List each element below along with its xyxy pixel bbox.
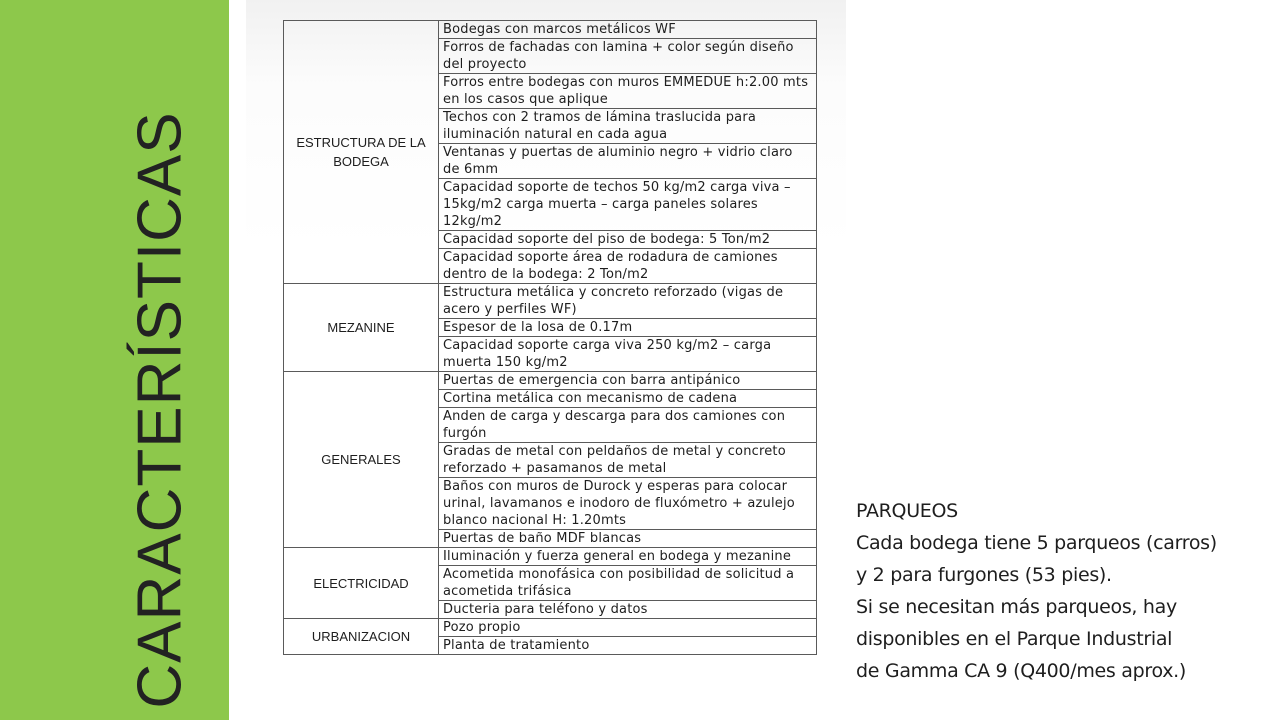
feature-cell: Acometida monofásica con posibilidad de solicitud a acometida trifásica [439,566,817,601]
feature-cell: Gradas de metal con peldaños de metal y concreto reforzado + pasamanos de metal [439,443,817,478]
table-row [284,619,817,637]
table-row [284,21,817,39]
feature-cell: Iluminación y fuerza general en bodega y mezanine [439,548,817,566]
feature-cell: Estructura metálica y concreto reforzado (vigas de acero y perfiles WF) [439,284,817,319]
parking-line: disponibles en el Parque Industrial [856,628,1173,650]
table-row [284,284,817,319]
table-row [284,372,817,390]
category-cell [284,372,439,548]
feature-cell: Anden de carga y descarga para dos camiones con furgón [439,408,817,443]
parking-section [856,495,1266,687]
feature-cell: Puertas de emergencia con barra antipánico [439,372,817,390]
category-label: URBANIZACION [311,629,411,644]
category-label: BODEGA [333,154,389,169]
category-cell [284,548,439,619]
feature-cell: Baños con muros de Durock y esperas para colocar urinal, lavamanos e inodoro de fluxómetro + azulejo blanco nacional H: 1.20mts [439,478,817,530]
category-cell [284,284,439,372]
slide-title: CARACTERÍSTICAS [125,111,195,709]
specifications-table-body [284,21,817,655]
feature-cell: Cortina metálica con mecanismo de cadena [439,390,817,408]
feature-cell: Espesor de la losa de 0.17m [439,319,817,337]
parking-line: Si se necesitan más parqueos, hay [856,596,1177,618]
feature-cell: Capacidad soporte carga viva 250 kg/m2 – carga muerta 150 kg/m2 [439,337,817,372]
parking-heading: PARQUEOS [856,500,958,522]
parking-line: de Gamma CA 9 (Q400/mes aprox.) [856,660,1186,682]
feature-cell: Forros de fachadas con lamina + color según diseño del proyecto [439,39,817,74]
feature-cell: Bodegas con marcos metálicos WF [439,21,817,39]
category-label: ESTRUCTURA DE LA [296,135,426,150]
feature-cell: Capacidad soporte de techos 50 kg/m2 carga viva – 15kg/m2 carga muerta – carga paneles solares 12kg/m2 [439,179,817,231]
feature-cell: Pozo propio [439,619,817,637]
category-label: GENERALES [321,452,401,467]
specifications-table [283,20,817,655]
parking-line: y 2 para furgones (53 pies). [856,564,1112,586]
feature-cell: Capacidad soporte área de rodadura de camiones dentro de la bodega: 2 Ton/m2 [439,249,817,284]
category-cell [284,619,439,655]
feature-cell: Forros entre bodegas con muros EMMEDUE h:2.00 mts en los casos que aplique [439,74,817,109]
category-label: MEZANINE [327,320,395,335]
feature-cell: Capacidad soporte del piso de bodega: 5 Ton/m2 [439,231,817,249]
parking-line: Cada bodega tiene 5 parqueos (carros) [856,532,1217,554]
table-row [284,548,817,566]
category-cell [284,21,439,284]
feature-cell: Puertas de baño MDF blancas [439,530,817,548]
feature-cell: Planta de tratamiento [439,637,817,655]
category-label: ELECTRICIDAD [313,575,409,591]
feature-cell: Techos con 2 tramos de lámina traslucida para iluminación natural en cada agua [439,109,817,144]
feature-cell: Ventanas y puertas de aluminio negro + vidrio claro de 6mm [439,144,817,179]
feature-cell: Ducteria para teléfono y datos [439,601,817,619]
